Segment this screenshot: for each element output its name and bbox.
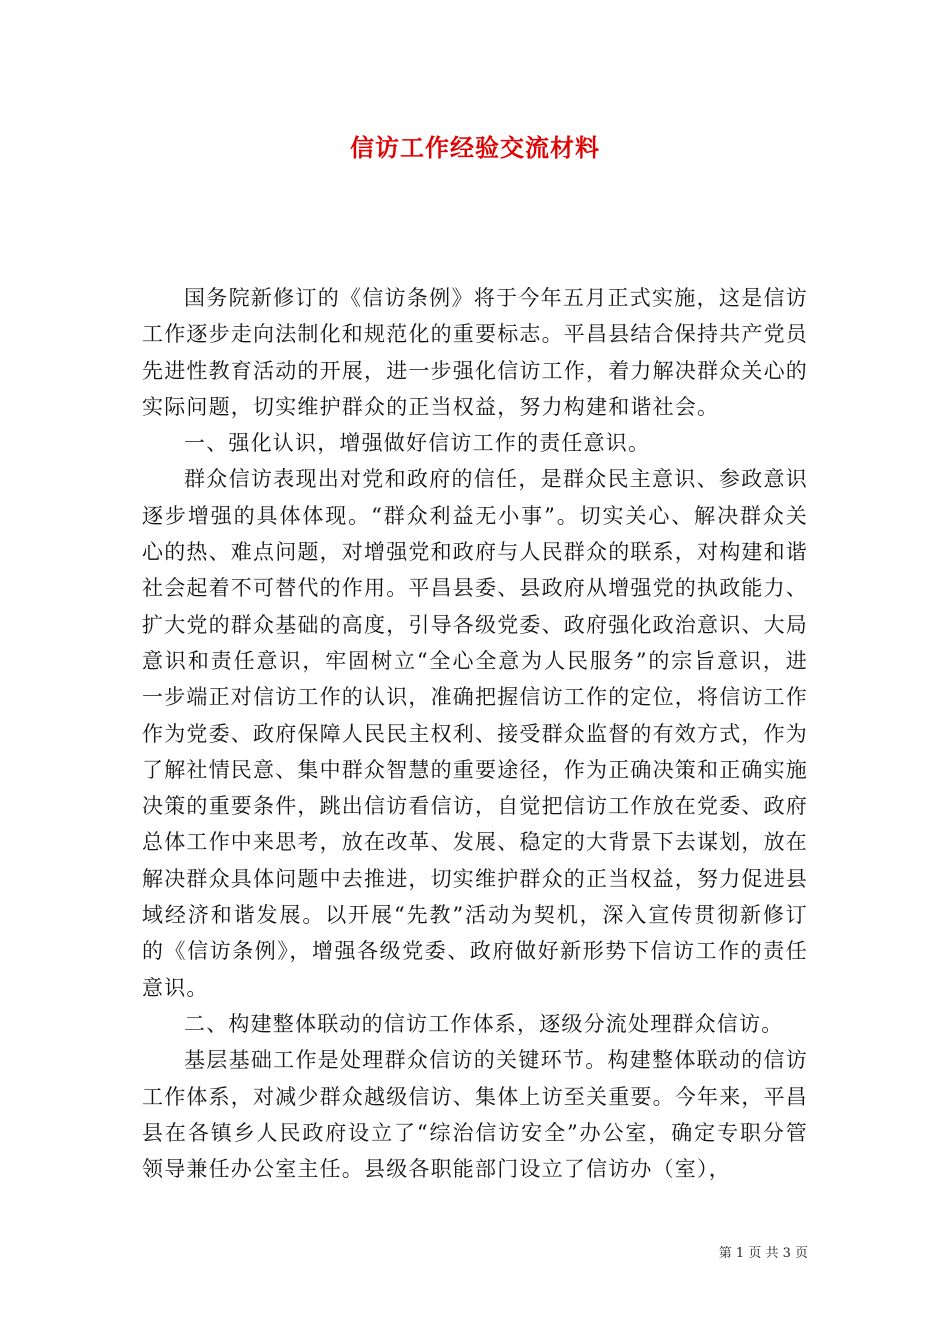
- paragraph-section-1: 群众信访表现出对党和政府的信任，是群众民主意识、参政意识逐步增强的具体体现。“群众利益无小事”。切实关心、解决群众关心的热、难点问题，对增强党和政府与人民群众的联系，对构建和谐社会起着不可替代的作用。平昌县委、县政府从增强党的执政能力、扩大党的群众基础的高度，引导各级党委、政府强化政治意识、大局意识和责任意识，牢固树立“全心全意为人民服务”的宗旨意识，进一步端正对信访工作的认识，准确把握信访工作的定位，将信访工作作为党委、政府保障人民民主权利、接受群众监督的有效方式，作为了解社情民意、集中群众智慧的重要途径，作为正确决策和正确实施决策的重要条件，跳出信访看信访，自觉把信访工作放在党委、政府总体工作中来思考，放在改革、发展、稳定的大背景下去谋划，放在解决群众具体问题中去推进，切实维护群众的正当权益，努力促进县域经济和谐发展。以开展“先教”活动为契机，深入宣传贯彻新修订的《信访条例》，增强各级党委、政府做好新形势下信访工作的责任意识。: [142, 467, 808, 1000]
- page-number: 第 1 页 共 3 页: [718, 1246, 808, 1261]
- document-title: 信访工作经验交流材料: [350, 133, 600, 162]
- section-heading-2: 二、构建整体联动的信访工作体系，逐级分流处理群众信访。: [184, 1011, 784, 1036]
- paragraph-section-2: 基层基础工作是处理群众信访的关键环节。构建整体联动的信访工作体系，对减少群众越级信访、集体上访至关重要。今年来，平昌县在各镇乡人民政府设立了“综治信访安全”办公室，确定专职分管领导兼任办公室主任。县级各职能部门设立了信访办（室），: [142, 1048, 808, 1182]
- section-heading-1: 一、强化认识，增强做好信访工作的责任意识。: [184, 431, 651, 456]
- document-body: [142, 280, 808, 1187]
- paragraph-intro: 国务院新修订的《信访条例》将于今年五月正式实施，这是信访工作逐步走向法制化和规范化的重要标志。平昌县结合保持共产党员先进性教育活动的开展，进一步强化信访工作，着力解决群众关心的实际问题，切实维护群众的正当权益，努力构建和谐社会。: [142, 286, 808, 419]
